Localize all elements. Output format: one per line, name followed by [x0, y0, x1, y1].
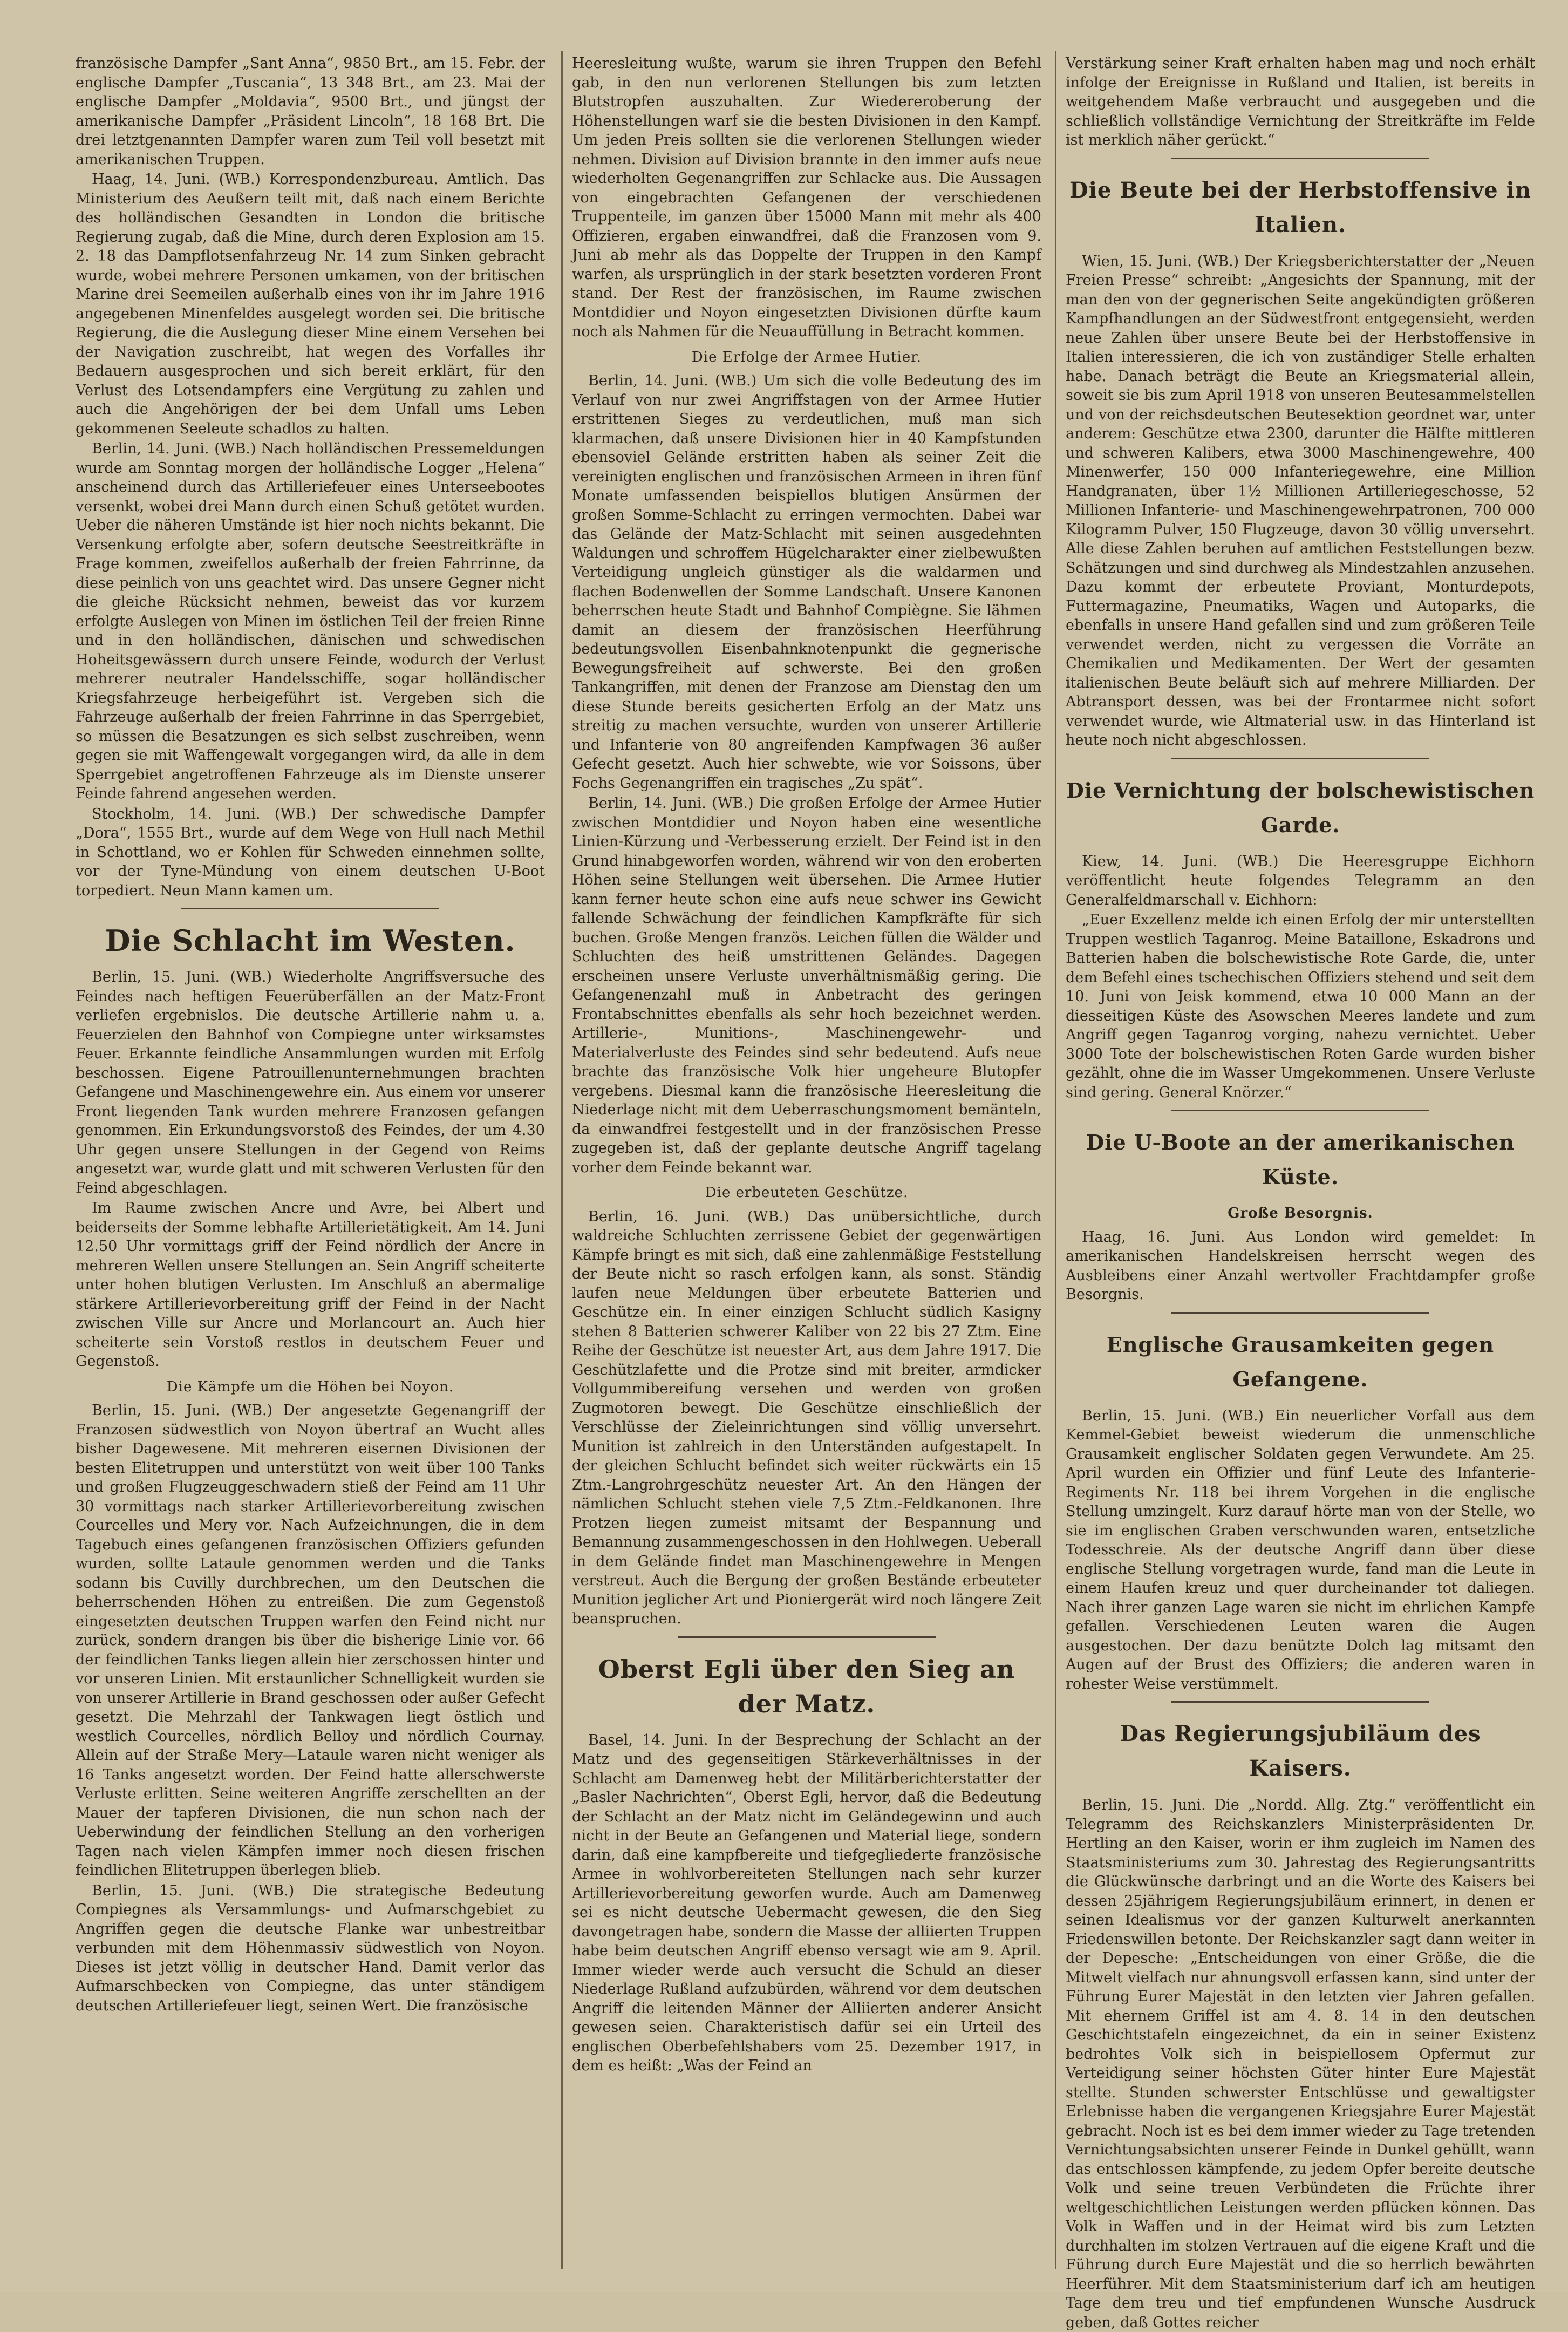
article-paragraph: Berlin, 16. Juni. (WB.) Das unübersichtliche, durch waldreiche Schluchten zerrissene Gebiet der gegenwärtigen Kämpfe bringt es mit sich, daß eine zahlenmäßige Feststellung der Beute nicht so rasch erfolgen kann, als sonst. Ständig laufen neue Meldungen über erbeutete Batterien und Geschütze ein. In einer einzigen Schlucht südlich Kasigny stehen 8 Batterien schwerer Kaliber von 22 bis 27 Ztm. Eine Reihe der Geschütze ist neuester Art, aus dem Jahre 1917. Die Geschützlafette und die Protze sind mit breiter, armdicker Vollgummibereifung versehen und werden von großen Zugmotoren bewegt. Die Geschütze einschließlich der Verschlüsse der Zieleinrichtungen sind völlig unversehrt. Munition ist zahlreich in den Unterständen aufgestapelt. In der gleichen Schlucht befindet sich weiter rückwärts ein 15 Ztm.-Langrohrgeschütz neuester Art. An den Hängen der nämlichen Schlucht stehen viele 7,5 Ztm.-Feldkanonen. Ihre Protzen liegen zumeist mitsamt der Bespannung und Bemannung zusammengeschossen in den Hohlwegen. Ueberall in dem Gelände findet man Maschinengewehre in Mengen verstreut. Auch die Bergung der großen Bestände erbeuteter Munition jeglicher Art und Pioniergerät wird noch längere Zeit beanspruchen. — [572, 1208, 1041, 1627]
divider — [678, 1636, 936, 1638]
headline: Die Beute bei der Herbstoffensive in Italien. — [1069, 177, 1531, 237]
column-1 — [76, 54, 545, 2261]
article-paragraph: Berlin, 14. Juni. (WB.) Die großen Erfolge der Armee Hutier zwischen Montdidier und Noyon haben eine wesentliche Linien-Kürzung und -Verbesserung erzielt. Der Feind ist in den Grund hinabgeworfen worden, während wir von den eroberten Höhen seine Stellungen weit übersehen. Die Armee Hutier kann ferner heute schon eine aufs neue schwer ins Gewicht fallende Schwächung der feindlichen Kampfkräfte für sich buchen. Große Mengen französ. Leichen füllen die Wälder und Schluchten des heiß umstrittenen Geländes. Dagegen erscheinen unsere Verluste unverhältnismäßig gering. Die Gefangenenzahl muß in Anbetracht des geringen Frontabschnittes ebenfalls als sehr hoch bezeichnet werden. Artillerie-, Munitions-, Maschinengewehr- und Materialverluste des Feindes sind sehr bedeutend. Aufs neue brachte das französische Volk hier ungeheure Blutopfer vergebens. Diesmal kann die französische Heeresleitung die Niederlage nicht mit dem Ueberraschungsmoment bemänteln, da einwandfrei festgestellt und in der französischen Presse zugegeben ist, daß der geplante deutsche Angriff tagelang vorher dem Feinde bekannt war. — [572, 795, 1041, 1176]
headline: Die Vernichtung der bolschewistischen Garde. — [1066, 778, 1535, 837]
article-paragraph: Wien, 15. Juni. (WB.) Der Kriegsberichterstatter der „Neuen Freien Presse“ schreibt: „Angesichts der Spannung, mit der man den von der gegnerischen Seite angekündigten größeren Kampfhandlungen an der Südwestfront entgegensieht, werden neue Zahlen über unsere Beute bei der Herbstoffensive in Italien interessieren, die ich von zuständiger Stelle erhalten habe. Danach beträgt die Beute an Kriegsmaterial allein, soweit sie bis zum April 1918 von unseren Beutesammelstellen und von der reichsdeutschen Beutesektion geordnet war, unter anderem: Geschütze etwa 2300, darunter die Hälfte mittleren und schweren Kalibers, etwa 3000 Maschinengewehre, 400 Minenwerfer, 150 000 Infanteriegewehre, eine Million Handgranaten, über 1½ Millionen Artilleriegeschosse, 52 Millionen Infanterie- und Maschinengewehrpatronen, 700 000 Kilogramm Pulver, 150 Flugzeuge, davon 30 völlig unversehrt. Alle diese Zahlen beruhen auf amtlichen Feststellungen bezw. Schätzungen und sind durchweg als Mindestzahlen anzusehen. Dazu kommt der erbeutete Proviant, Monturdepots, Futtermagazine, Pneumatiks, Wagen und Autoparks, die ebenfalls in unsere Hand gefallen sind und zum größeren Teile verwendet werden, nicht zu vergessen die Vorräte an Chemikalien und Medikamenten. Der Wert der gesamten italienischen Beute beläuft sich auf mehrere Milliarden. Der Abtransport dessen, was bei der Frontarmee nicht sofort verwendet wurde, wie Altmaterial usw. in das Hinterland ist heute noch nicht abgeschlossen. — [1066, 253, 1535, 749]
subheadline: Die Kämpfe um die Höhen bei Noyon. — [166, 1378, 454, 1395]
article-paragraph: Berlin, 14. Juni. (WB.) Nach holländischen Pressemeldungen wurde am Sonntag morgen der holländische Logger „Helena“ anscheinend durch das Artilleriefeuer eines Unterseebootes versenkt, wobei drei Mann durch einen Schuß getötet wurden. Ueber die näheren Umstände ist hier noch nichts bekannt. Die Versenkung erfolgte aber, sofern deutsche Seestreitkräfte in Frage kommen, zweifellos außerhalb der freien Fahrrinne, da diese peinlich von uns geachtet wird. Das unsere Gegner nicht die gleiche Rücksicht nehmen, beweist das vor kurzem erfolgte Auslegen von Minen im östlichen Teil der freien Rinne und in den holländischen, dänischen und schwedischen Hoheitsgewässern durch unsere Feinde, wodurch der Verlust mehrerer neutraler Handelsschiffe, sogar holländischer Kriegsfahrzeuge herbeigeführt ist. Vergeben sich die Fahrzeuge außerhalb der freien Fahrrinne in das Sperrgebiet, so müssen die Besatzungen es sich selbst zuschreiben, wenn gegen sie mit Waffengewalt vorgegangen wird, da alle in dem Sperrgebiet angetroffenen Fahrzeuge als im Dienste unserer Feinde fahrend angesehen werden. — [76, 440, 545, 802]
article-paragraph: Kiew, 14. Juni. (WB.) Die Heeresgruppe Eichhorn veröffentlicht heute folgendes Telegramm an den Generalfeldmarschall v. Eichhorn: — [1066, 853, 1535, 908]
divider — [1171, 1110, 1430, 1111]
article-paragraph: Berlin, 15. Juni. (WB.) Wiederholte Angriffsversuche des Feindes nach heftigen Feuerüberfällen an der Matz-Front verliefen ergebnislos. Die deutsche Artillerie nahm u. a. Feuerzielen den Bahnhof von Compiegne unter wirksamstes Feuer. Erkannte feindliche Ansammlungen wurden mit Erfolg beschossen. Eigene Patrouillenunternehmungen brachten Gefangene und Maschinengewehre ein. Aus einem vor unserer Front liegenden Tank wurden mehrere Franzosen gefangen genommen. Ein Erkundungsvorstoß des Feindes, der um 4.30 Uhr gegen unsere Stellungen in der Gegend von Reims angesetzt war, wurde glatt und mit schweren Verlusten für den Feind abgeschlagen. — [76, 969, 545, 1196]
article-paragraph: Verstärkung seiner Kraft erhalten haben mag und noch erhält infolge der Ereignisse in Rußland und Italien, ist bereits in weitgehendem Maße verbraucht und ausgegeben und die schließlich vollständige Vernichtung der Streitkräfte im Felde ist merklich näher gerückt.“ — [1066, 55, 1535, 148]
divider — [1171, 1312, 1430, 1314]
divider — [181, 908, 440, 909]
article-paragraph: Im Raume zwischen Ancre und Avre, bei Albert und beiderseits der Somme lebhafte Artillerietätigkeit. Am 14. Juni 12.50 Uhr vormittags griff der Feind nördlich der Ancre in mehreren Wellen unsere Stellungen an. Sein Angriff scheiterte unter hohen blutigen Verlusten. Im Anschluß an abermalige stärkere Artillerievorbereitung griff der Feind in der Nacht zwischen Ville sur Ancre und Morlancourt an. Auch hier scheiterte sein Vorstoß restlos in deutschem Feuer und Gegenstoß. — [76, 1200, 545, 1370]
headline: Englische Grausamkeiten gegen Gefangene. — [1106, 1332, 1495, 1391]
article-paragraph: Berlin, 15. Juni. Die „Nordd. Allg. Ztg.“ veröffentlicht ein Telegramm des Reichskanzlers Ministerpräsidenten Dr. Hertling an den Kaiser, worin er ihm zugleich im Namen des Staatsministeriums zum 30. Jahrestag des Regierungsantritts die Glückwünsche darbringt und an die Worte des Kaisers bei dessen 25jährigem Regierungsjubiläum erinnert, in denen er seinen Idealismus vor der ganzen Kulturwelt anerkannten Friedenswillen betonte. Der Reichskanzler sagt dann weiter in der Depesche: „Entscheidungen von einer Größe, die die Mitwelt vielfach nur ahnungsvoll erfassen kann, sind unter der Führung Eurer Majestät in den letzten vier Jahren gefallen. Mit ehernem Griffel ist am 4. 8. 14 in den deutschen Geschichtstafeln eingezeichnet, da ein in seiner Existenz bedrohtes Volk sich in beispiellosem Opfermut zur Verteidigung seiner höchsten Güter hinter Eure Majestät stellte. Stunden schwerster Entschlüsse und gewaltigster Erlebnisse haben die vergangenen Kriegsjahre Eurer Majestät gebracht. Noch ist es bei dem immer wieder zu Tage tretenden Vernichtungsabsichten unserer Feinde in Dunkel gehüllt, wann das entschlossen kämpfende, zu jedem Opfer bereite deutsche Volk und seine treuen Verbündeten die Früchte ihrer weltgeschichtlichen Leistungen werden pflücken können. Das Volk in Waffen und in der Heimat wird bis zum Letzten durchhalten im stolzen Vertrauen auf die eigene Kraft und die Führung durch Eure Majestät und die so herrlich bewährten Heerführer. Mit dem Staatsministerium darf ich am heutigen Tage dem treu und tief empfundenen Wunsche Ausdruck geben, daß Gottes reicher — [1066, 1797, 1535, 2331]
article-paragraph: französische Dampfer „Sant Anna“, 9850 Brt., am 15. Febr. der englische Dampfer „Tuscania“, 13 348 Brt., am 23. Mai der englische Dampfer „Moldavia“, 9500 Brt., und jüngst der amerikanische Dampfer „Präsident Lincoln“, 18 168 Brt. Die drei letztgenannten Dampfer waren zum Teil voll besetzt mit amerikanischen Truppen. — [76, 55, 545, 168]
headline: Die Schlacht im Westen. — [105, 923, 516, 958]
article-paragraph: Heeresleitung wußte, warum sie ihren Truppen den Befehl gab, in den nun verlorenen Stellungen bis zum letzten Blutstropfen auszuhalten. Zur Wiedereroberung der Höhenstellungen warf sie die besten Divisionen in den Kampf. Um jeden Preis sollten sie die verlorenen Stellungen wieder nehmen. Division auf Division brannte in den immer aufs neue wiederholten Gegenangriffen zur Schlacke aus. Die Aussagen von eingebrachten Gefangenen der verschiedenen Truppenteile, im ganzen über 15000 Mann mit mehr als 400 Offizieren, ergaben einwandfrei, daß die Franzosen vom 9. Juni ab mehr als das Doppelte der Truppen in den Kampf warfen, als ursprünglich in der stark besetzten vorderen Front stand. Der Rest der französischen, im Raume zwischen Montdidier und Noyon eingesetzten Divisionen dürfte kaum noch als Nahmen für die Neuauffüllung in Betracht kommen. — [572, 55, 1041, 340]
article-paragraph: Berlin, 15. Juni. (WB.) Die strategische Bedeutung Compiegnes als Versammlungs- und Aufmarschgebiet zu Angriffen gegen die deutsche Flanke war unbestreitbar verbunden mit dem Höhenmassiv südwestlich von Noyon. Dieses ist jetzt völlig in deutscher Hand. Damit verlor das Aufmarschbecken von Compiegne, das unter ständigem deutschen Artilleriefeuer liegt, seinen Wert. Die französische — [76, 1882, 545, 2014]
headline: Die U-Boote an der amerikanischen Küste. — [1086, 1130, 1515, 1189]
column-2 — [572, 54, 1041, 2261]
headline: Das Regierungsjubiläum des Kaisers. — [1120, 1721, 1481, 1781]
article-paragraph: Berlin, 15. Juni. (WB.) Der angesetzte Gegenangriff der Franzosen südwestlich von Noyon übertraf an Wucht alles bisher Dagewesene. Mit mehreren eisernen Divisionen der besten Elitetruppen und unterstützt von weit über 100 Tanks und großen Flugzeuggeschwadern stieß der Feind am 11 Uhr 30 vormittags nach starker Artillerievorbereitung zwischen Courcelles und Mery vor. Nach Aufzeichnungen, die in dem Tagebuch eines gefangenen französischen Offiziers gefunden wurden, sollte Lataule genommen werden und die Tanks sodann bis Cuvilly durchbrechen, um den Deutschen die beherrschenden Höhen zu entreißen. Die zum Gegenstoß eingesetzten deutschen Truppen warfen den Feind nicht nur zurück, sondern drangen bis über die bisherige Linie vor. 66 der feindlichen Tanks liegen allein hier zerschossen hinter und vor unseren Linien. Mit erstaunlicher Schnelligkeit wurden sie von unserer Artillerie in Brand geschossen oder außer Gefecht gesetzt. Die Mehrzahl der Tankwagen liegt östlich und westlich Courcelles, nördlich Belloy und nördlich Cournay. Allein auf der Straße Mery—Lataule waren nicht weniger als 16 Tanks angesetzt worden. Der Feind hatte allerschwerste Verluste erlitten. Seine weiteren Angriffe zerschellten an der Mauer der tapferen Divisionen, die nun schon nach der Ueberwindung der feindlichen Stellung an den vorherigen Tagen nach vielen Kämpfen immer noch diesen frischen feindlichen Elitetruppen überlegen blieb. — [76, 1402, 545, 1879]
column-rule — [1055, 51, 1056, 2269]
subheadline: Große Besorgnis. — [1228, 1205, 1373, 1221]
divider — [1171, 158, 1430, 159]
article-paragraph: Berlin, 15. Juni. (WB.) Ein neuerlicher Vorfall aus dem Kemmel-Gebiet beweist wiederum die unmenschliche Grausamkeit englischer Soldaten gegen Verwundete. Am 25. April wurden ein Offizier und fünf Leute des Infanterie-Regiments Nr. 118 bei ihrem Vorgehen in die englische Stellung umzingelt. Kurz darauf hörte man von der Stelle, wo sie im englischen Graben verschwunden waren, entsetzliche Todesschreie. Als der deutsche Angriff dann über diese englische Stellung vorgetragen wurde, fand man die Leute in einem Haufen kreuz und quer durcheinander tot daliegen. Nach ihrer ganzen Lage waren sie nicht im ehrlichen Kampfe gefallen. Verschiedenen Leuten waren die Augen ausgestochen. Der dazu benützte Dolch lag mitsamt den Augen auf der Brust des Offiziers; die anderen waren in rohester Weise verstümmelt. — [1066, 1407, 1535, 1692]
column-3 — [1066, 54, 1535, 2331]
article-paragraph: Stockholm, 14. Juni. (WB.) Der schwedische Dampfer „Dora“, 1555 Brt., wurde auf dem Wege von Hull nach Methil in Schottland, wo er Kohlen für Schweden einnehmen sollte, vor der Tyne-Mündung von einem deutschen U-Boot torpediert. Neun Mann kamen um. — [76, 805, 545, 899]
article-paragraph: Haag, 16. Juni. Aus London wird gemeldet: In amerikanischen Handelskreisen herrscht wegen des Ausbleibens einer Anzahl wertvoller Frachtdampfer große Besorgnis. — [1066, 1228, 1535, 1303]
column-rule — [561, 51, 563, 2269]
divider — [1171, 1701, 1430, 1703]
subheadline: Die erbeuteten Geschütze. — [705, 1185, 909, 1201]
article-paragraph: Basel, 14. Juni. In der Besprechung der Schlacht an der Matz und des gegenseitigen Stärkeverhältnisses in der Schlacht am Damenweg hebt der Militärberichterstatter der „Basler Nachrichten“, Oberst Egli, hervor, daß die Bedeutung der Schlacht an der Matz nicht im Geländegewinn und auch nicht in der Beute an Gefangenen und Material liege, sondern darin, daß eine kampfbereite und tiefgegliederte französische Armee in wohlvorbereiteten Stellungen nach sehr kurzer Artillerievorbereitung geworfen wurde. Auch am Damenweg sei es nicht deutsche Uebermacht gewesen, die den Sieg davongetragen habe, sondern die Masse der alliierten Truppen habe beim deutschen Angriff ebenso versagt wie am 9. April. Immer wieder werde auch versucht die Schuld an dieser Niederlage Rußland aufzubürden, während vor dem deutschen Angriff die leitenden Männer der Alliierten anderer Ansicht gewesen seien. Charakteristisch dafür sei ein Urteil des englischen Oberbefehlshabers vom 25. Dezember 1917, in dem es heißt: „Was der Feind an — [572, 1731, 1041, 2074]
divider — [1171, 758, 1430, 759]
article-paragraph: „Euer Exzellenz melde ich einen Erfolg der mir unterstellten Truppen westlich Taganrog. Meine Bataillone, Eskadrons und Batterien haben die bolschewistische Rote Garde, die, unter dem Befehl eines tschechischen Offiziers stehend und seit dem 10. Juni von Jeisk kommend, etwa 10 000 Mann an der diesseitigen Küste des Asowschen Meeres landete und zum Angriff gegen Taganrog vorging, nahezu vernichtet. Ueber 3000 Tote der bolschewistischen Roten Garde wurden bisher gezählt, ohne die im Wasser Umgekommenen. Unsere Verluste sind gering. General Knörzer.“ — [1066, 912, 1535, 1101]
article-paragraph: Berlin, 14. Juni. (WB.) Um sich die volle Bedeutung des im Verlauf von nur zwei Angriffstagen von der Armee Hutier erstrittenen Sieges zu verdeutlichen, muß man sich klarmachen, daß unsere Divisionen hier in 40 Kampfstunden ebensoviel Gelände erstritten haben als seiner Zeit die vereinigten englischen und französischen Armeen in ihren fünf Monate umfassenden beispiellos blutigen Ansürmen der großen Somme-Schlacht zu erringen vermochten. Dabei war das Gelände der Matz-Schlacht mit seinen ausgedehnten Waldungen und schroffem Hügelcharakter einer zielbewußten Verteidigung ungleich günstiger als die waldarmen und flachen Bodenwellen der Somme Landschaft. Unsere Kanonen beherrschen heute Stadt und Bahnhof Compiègne. Sie lähmen damit an diesem der französischen Heerführung bedeutungsvollen Eisenbahnknotenpunkt die gegnerische Bewegungsfreiheit auf schwerste. Bei den großen Tankangriffen, mit denen der Franzose am Dienstag den um diese Stunde bereits gesicherten Erfolg an der Matz uns streitig zu machen versuchte, wurden von unserer Artillerie und Infanterie von 80 angreifenden Kampfwagen 36 außer Gefecht gesetzt. Auch hier schwebte, wie vor Soissons, über Fochs Gegenangriffen ein tragisches „Zu spät“. — [572, 372, 1041, 792]
subheadline: Die Erfolge der Armee Hutier. — [691, 349, 922, 365]
headline: Oberst Egli über den Sieg an der Matz. — [598, 1654, 1015, 1718]
article-paragraph: Haag, 14. Juni. (WB.) Korrespondenzbureau. Amtlich. Das Ministerium des Aeußern teilt mit, daß nach einem Berichte des holländischen Gesandten in London die britische Regierung zugab, daß die Mine, durch deren Explosion am 15. 2. 18 das Dampflotsenfahrzeug Nr. 14 zum Sinken gebracht wurde, wobei mehrere Personen umkamen, von der britischen Marine drei Seemeilen außerhalb eines von ihr im Jahre 1916 angegebenen Minenfeldes ausgelegt worden sei. Die britische Regierung, die die Auslegung dieser Mine einem Versehen bei der Navigation zuschreibt, hat wegen des Vorfalles ihr Bedauern ausgesprochen und sich bereit erklärt, für den Verlust des Lotsendampfers eine Vergütung zu zahlen und auch die Angehörigen der bei dem Unfall ums Leben gekommenen Seeleute schadlos zu halten. — [76, 171, 545, 437]
